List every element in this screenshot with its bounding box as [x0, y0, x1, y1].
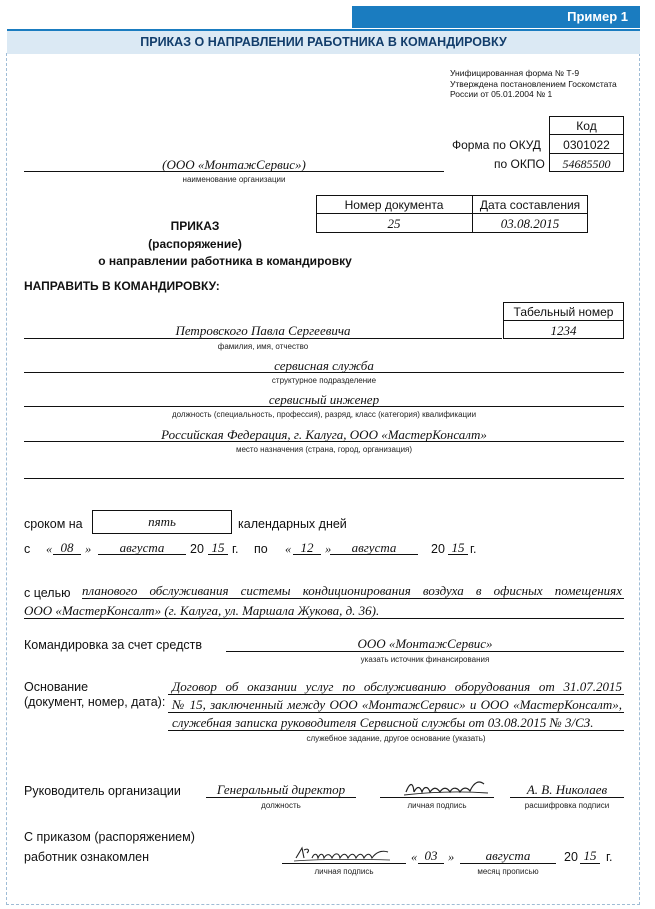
- purpose-line-1-rule: [82, 598, 624, 599]
- to-year: 15: [451, 540, 465, 555]
- basis-line-2-rule: [168, 712, 624, 713]
- form-note-line: Утверждена постановлением Госкомстата: [450, 78, 617, 89]
- basis-line-2: № 15, заключенный между ООО «МонтажСервис» и ООО «МастерКонсалт»,: [172, 697, 622, 712]
- order-subtitle: (распоряжение): [148, 237, 242, 251]
- ack-label-sub: работник ознакомлен: [24, 850, 149, 864]
- from-month: августа: [119, 540, 165, 555]
- ack-month-line: [460, 863, 556, 864]
- doc-number-header: Номер документа: [344, 198, 444, 212]
- quote-close: »: [448, 850, 455, 864]
- title-bar: [7, 29, 640, 54]
- ack-year-prefix: 20: [564, 850, 578, 864]
- ack-signature-line: [282, 863, 406, 864]
- ack-month-caption: месяц прописью: [477, 867, 539, 876]
- doc-table-divider: [316, 213, 588, 214]
- to-year-suffix: г.: [470, 542, 477, 556]
- ack-year: 15: [583, 848, 597, 863]
- ack-year-line: [580, 863, 600, 864]
- quote-open: «: [411, 850, 418, 864]
- quote-open: «: [46, 542, 53, 556]
- purpose-line-1: планового обслуживания системы кондиционирования воздуха в офисных помещениях: [82, 583, 622, 598]
- basis-label-sub: (документ, номер, дата):: [24, 695, 166, 709]
- basis-line-3-rule: [168, 730, 624, 731]
- purpose-line-2: ООО «МастерКонсалт» (г. Калуга, ул. Маршала Жукова, д. 36).: [24, 603, 380, 618]
- doc-number: 25: [387, 216, 401, 231]
- funding-caption: указать источник финансирования: [360, 655, 490, 664]
- from-day: 08: [60, 540, 74, 555]
- destination: Российская Федерация, г. Калуга, ООО «МастерКонсалт»: [161, 427, 487, 442]
- ack-label: С приказом (распоряжением): [24, 830, 195, 844]
- head-signature-image: [400, 776, 490, 802]
- position-line: [24, 406, 624, 407]
- purpose-line-2-rule: [24, 618, 624, 619]
- example-badge-label: Пример 1: [567, 9, 628, 24]
- ack-day-line: [418, 863, 444, 864]
- from-prefix: с: [24, 542, 31, 556]
- destination-extra-line: [24, 478, 624, 479]
- basis-caption: служебное задание, другое основание (указать): [306, 734, 486, 743]
- basis-line-1: Договор об оказании услуг по обслуживанию оборудования от 31.07.2015: [172, 679, 622, 694]
- head-label: Руководитель организации: [24, 784, 181, 798]
- organization-name: (ООО «МонтажСервис»): [162, 157, 306, 172]
- head-signature-line: [380, 797, 494, 798]
- ack-year-suffix: г.: [606, 850, 613, 864]
- employee-name: Петровского Павла Сергеевича: [175, 323, 351, 338]
- funding-value: ООО «МонтажСервис»: [357, 636, 493, 651]
- from-year-line: [208, 554, 228, 555]
- from-year-suffix: г.: [232, 542, 239, 556]
- ack-signature-caption: личная подпись: [314, 867, 374, 876]
- form-note: [450, 68, 617, 100]
- department-caption: структурное подразделение: [271, 376, 377, 385]
- order-title: ПРИКАЗ: [170, 219, 220, 233]
- employee-name-line: [24, 338, 502, 339]
- codes-divider: [549, 134, 624, 135]
- department-line: [24, 372, 624, 373]
- organization-caption: наименование организации: [182, 175, 286, 184]
- tab-number-value: 1234: [550, 323, 577, 338]
- okpo-value: 54685500: [562, 157, 611, 171]
- example-badge: [352, 6, 640, 28]
- tab-number-divider: [503, 320, 624, 321]
- codes-header: Код: [576, 119, 597, 133]
- tab-number-header: Табельный номер: [513, 305, 614, 319]
- doc-date-header: Дата составления: [479, 198, 581, 212]
- from-year: 15: [211, 540, 225, 555]
- form-note-line: России от 05.01.2004 № 1: [450, 89, 553, 99]
- head-position: Генеральный директор: [216, 782, 346, 797]
- to-month: августа: [351, 540, 397, 555]
- quote-close: »: [325, 542, 332, 556]
- to-prefix: по: [254, 542, 268, 556]
- position-caption: должность (специальность, профессия), разряд, класс (категория) квалификации: [171, 410, 477, 419]
- to-day-line: [293, 554, 321, 555]
- okpo-label: по ОКПО: [494, 157, 545, 171]
- employee-position: сервисный инженер: [268, 392, 380, 407]
- employee-name-caption: фамилия, имя, отчество: [217, 342, 309, 351]
- send-label: НАПРАВИТЬ В КОМАНДИРОВКУ:: [24, 279, 220, 293]
- okud-value: 0301022: [563, 138, 610, 152]
- head-name: А. В. Николаев: [526, 782, 608, 797]
- from-day-line: [53, 554, 81, 555]
- employee-department: сервисная служба: [274, 358, 374, 373]
- head-position-line: [206, 797, 356, 798]
- term-label: сроком на: [24, 517, 83, 531]
- from-month-line: [98, 554, 186, 555]
- from-year-prefix: 20: [190, 542, 204, 556]
- okud-label: Форма по ОКУД: [452, 138, 541, 152]
- head-signature-caption: личная подпись: [407, 801, 467, 810]
- doc-date: 03.08.2015: [500, 216, 560, 231]
- head-position-caption: должность: [261, 801, 301, 810]
- organization-line: [24, 171, 444, 172]
- funding-label: Командировка за счет средств: [24, 638, 202, 652]
- page-title: ПРИКАЗ О НАПРАВЛЕНИИ РАБОТНИКА В КОМАНДИРОВКУ: [140, 35, 507, 49]
- head-name-line: [510, 797, 624, 798]
- days-suffix: календарных дней: [238, 517, 347, 531]
- destination-line: [24, 441, 624, 442]
- to-month-line: [330, 554, 418, 555]
- quote-open: «: [285, 542, 292, 556]
- basis-line-1-rule: [168, 694, 624, 695]
- ack-day: 03: [424, 848, 438, 863]
- order-about: о направлении работника в командировку: [98, 254, 352, 268]
- basis-label: Основание: [24, 680, 89, 694]
- form-note-line: Унифицированная форма № Т-9: [450, 68, 580, 78]
- funding-line: [226, 651, 624, 652]
- destination-caption: место назначения (страна, город, организация): [235, 445, 413, 454]
- quote-close: »: [85, 542, 92, 556]
- basis-line-3: служебная записка руководителя Сервисной службы от 03.08.2015 № 3/СЗ.: [172, 715, 594, 730]
- to-day: 12: [300, 540, 314, 555]
- codes-divider: [549, 153, 624, 154]
- to-year-prefix: 20: [431, 542, 445, 556]
- days-value: пять: [148, 514, 176, 529]
- purpose-label: с целью: [24, 586, 71, 600]
- ack-month: августа: [485, 848, 531, 863]
- to-year-line: [448, 554, 468, 555]
- head-name-caption: расшифровка подписи: [524, 801, 610, 810]
